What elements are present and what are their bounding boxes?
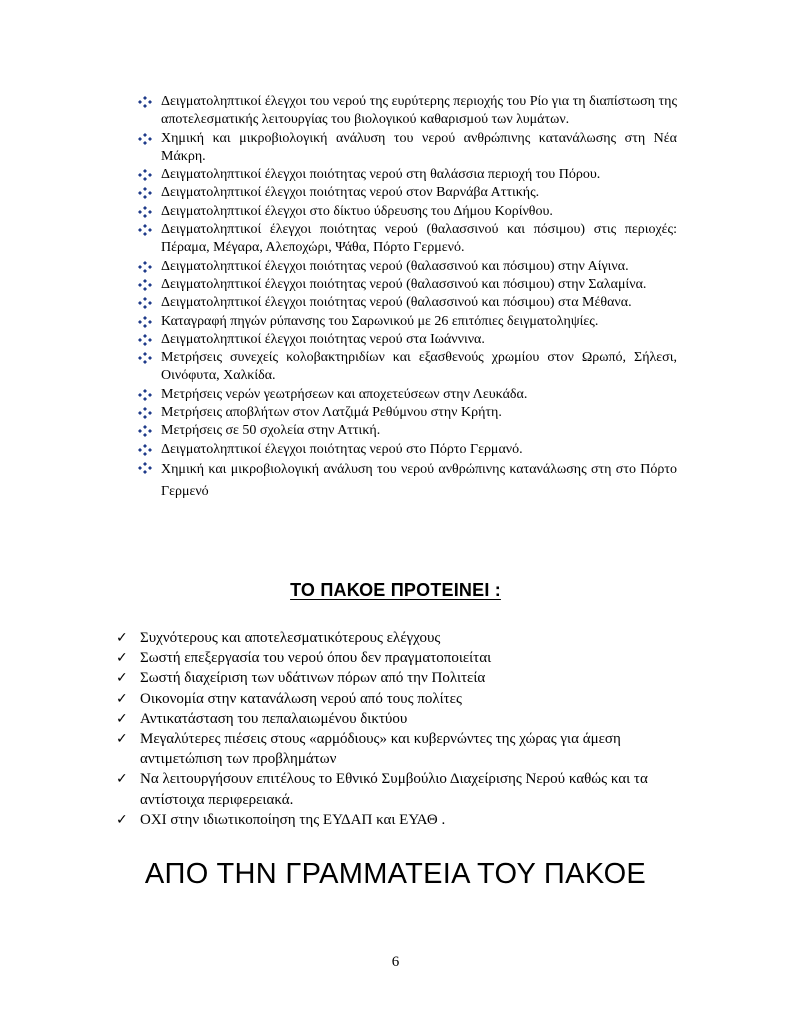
list-item-text: Δειγματοληπτικοί έλεγχοι ποιότητας νερού (θαλασσινού και πόσιμου) στις περιοχές: Πέραμα, Μέγαρα, Αλεποχώρι, Ψάθα, Πόρτο Γερμενό.: [161, 222, 677, 256]
page-number: 6: [391, 954, 400, 970]
diamond-cluster-icon: [138, 462, 152, 474]
list-item: [137, 130, 677, 167]
checkmark-icon: ✓: [116, 690, 128, 707]
list-item: [137, 331, 677, 349]
list-item: [116, 648, 656, 668]
list-item-text: Δειγματοληπτικοί έλεγχοι ποιότητας νερού στα Ιωάννινα.: [161, 331, 485, 347]
list-item-text: Μετρήσεις νερών γεωτρήσεων και αποχετεύσεων στην Λευκάδα.: [161, 386, 528, 402]
proposals-list: [116, 628, 656, 830]
list-item: [137, 313, 677, 331]
list-item: [137, 203, 677, 221]
diamond-cluster-icon: [138, 224, 152, 236]
diamond-cluster-icon: [138, 444, 152, 456]
list-item-text: ΟΧΙ στην ιδιωτικοποίηση της ΕΥΔΑΠ και ΕΥΑΘ .: [140, 811, 446, 828]
list-item-text: Δειγματοληπτικοί έλεγχοι ποιότητας νερού (θαλασσινού και πόσιμου) στην Σαλαμίνα.: [161, 276, 647, 292]
list-item: [116, 668, 656, 688]
list-item-text: Δειγματοληπτικοί έλεγχοι ποιότητας νερού (θαλασσινού και πόσιμου) στην Αίγινα.: [161, 258, 629, 274]
list-item: [116, 709, 656, 729]
diamond-cluster-icon: [138, 407, 152, 419]
diamond-cluster-icon: [138, 169, 152, 181]
checkmark-icon: ✓: [116, 731, 128, 748]
checkmark-icon: ✓: [116, 650, 128, 667]
sampling-activities-list: [137, 93, 677, 503]
checkmark-icon: ✓: [116, 771, 128, 788]
list-item-text: Δειγματοληπτικοί έλεγχοι ποιότητας νερού στο Πόρτο Γερμανό.: [161, 441, 523, 457]
list-item-text: Δειγματοληπτικοί έλεγχοι ποιότητας νερού (θαλασσινού και πόσιμου) στα Μέθανα.: [161, 295, 632, 311]
list-item-text: Χημική και μικροβιολογική ανάλυση του νερού ανθρώπινης κατανάλωσης στη στο Πόρτο Γερμενό: [161, 461, 677, 499]
list-item-text: Μετρήσεις συνεχείς κολοβακτηριδίων και εξασθενούς χρωμίου στον Ωρωπό, Σήλεσι, Οινόφυτα, Χαλκίδα.: [161, 350, 677, 384]
list-item: [137, 422, 677, 440]
list-item: [137, 294, 677, 312]
list-item: [116, 689, 656, 709]
checkmark-icon: ✓: [116, 710, 128, 727]
list-item: [116, 729, 656, 769]
list-item: [137, 258, 677, 276]
diamond-cluster-icon: [138, 352, 152, 364]
diamond-cluster-icon: [138, 261, 152, 273]
list-item: [137, 441, 677, 459]
list-item-text: Δειγματοληπτικοί έλεγχοι ποιότητας νερού στον Βαρνάβα Αττικής.: [161, 185, 540, 201]
list-item-text: Δειγματοληπτικοί έλεγχοι ποιότητας νερού στη θαλάσσια περιοχή του Πόρου.: [161, 167, 601, 183]
diamond-cluster-icon: [138, 334, 152, 346]
diamond-cluster-icon: [138, 187, 152, 199]
list-item-text: Να λειτουργήσουν επιτέλους το Εθνικό Συμβούλιο Διαχείρισης Νερού καθώς και τα αντίστοιχα περιφερειακά.: [140, 771, 648, 808]
checkmark-icon: ✓: [116, 811, 128, 828]
list-item: [137, 386, 677, 404]
list-item-text: Σωστή διαχείριση των υδάτινων πόρων από την Πολιτεία: [140, 670, 486, 687]
list-item: [137, 276, 677, 294]
diamond-cluster-icon: [138, 316, 152, 328]
list-item-text: Δειγματοληπτικοί έλεγχοι στο δίκτυο ύδρευσης του Δήμου Κορίνθου.: [161, 203, 553, 219]
diamond-cluster-icon: [138, 206, 152, 218]
list-item-text: Δειγματοληπτικοί έλεγχοι του νερού της ευρύτερης περιοχής του Ρίο για τη διαπίστωση της αποτελεσματικής λειτουργίας του βιολογικού καθαρισμού των λυμάτων.: [161, 94, 677, 128]
diamond-cluster-icon: [138, 279, 152, 291]
list-item: [137, 93, 677, 130]
diamond-cluster-icon: [138, 389, 152, 401]
list-item-text: Αντικατάσταση του πεπαλαιωμένου δικτύου: [140, 710, 408, 727]
diamond-cluster-icon: [138, 425, 152, 437]
proposals-heading: ΤΟ ΠΑΚΟΕ ΠΡΟΤΕΙΝΕΙ :: [290, 580, 501, 600]
list-item: [137, 221, 677, 258]
list-item: [116, 810, 656, 830]
diamond-cluster-icon: [138, 133, 152, 145]
list-item-text: Συχνότερους και αποτελεσματικότερους ελέγχους: [140, 630, 441, 646]
signature-title: ΑΠΟ ΤΗΝ ΓΡΑΜΜΑΤΕΙΑ ΤΟΥ ΠΑΚΟΕ: [144, 858, 647, 890]
checkmark-icon: ✓: [116, 630, 128, 646]
diamond-cluster-icon: [138, 96, 152, 108]
list-item-text: Μετρήσεις σε 50 σχολεία στην Αττική.: [161, 423, 381, 439]
list-item-text: Χημική και μικροβιολογική ανάλυση του νερού ανθρώπινης κατανάλωσης στη Νέα Μάκρη.: [161, 130, 677, 164]
list-item-text: Οικονομία στην κατανάλωση νερού από τους πολίτες: [140, 690, 462, 707]
list-item-text: Μεγαλύτερες πιέσεις στους «αρμόδιους» και κυβερνώντες της χώρας για άμεση αντιμετώπιση των προβλημάτων: [140, 731, 621, 768]
list-item: [137, 349, 677, 386]
list-item: [137, 459, 677, 503]
list-item: [137, 184, 677, 202]
list-item: [137, 166, 677, 184]
checkmark-icon: ✓: [116, 670, 128, 687]
list-item: [116, 769, 656, 809]
list-item: [116, 628, 656, 648]
diamond-cluster-icon: [138, 297, 152, 309]
list-item-text: Μετρήσεις αποβλήτων στον Λατζιμά Ρεθύμνου στην Κρήτη.: [161, 405, 502, 421]
list-item-text: Καταγραφή πηγών ρύπανσης του Σαρωνικού με 26 επιτόπιες δειγματοληψίες.: [161, 313, 599, 329]
list-item: [137, 404, 677, 422]
list-item-text: Σωστή επεξεργασία του νερού όπου δεν πραγματοποιείται: [140, 650, 492, 667]
